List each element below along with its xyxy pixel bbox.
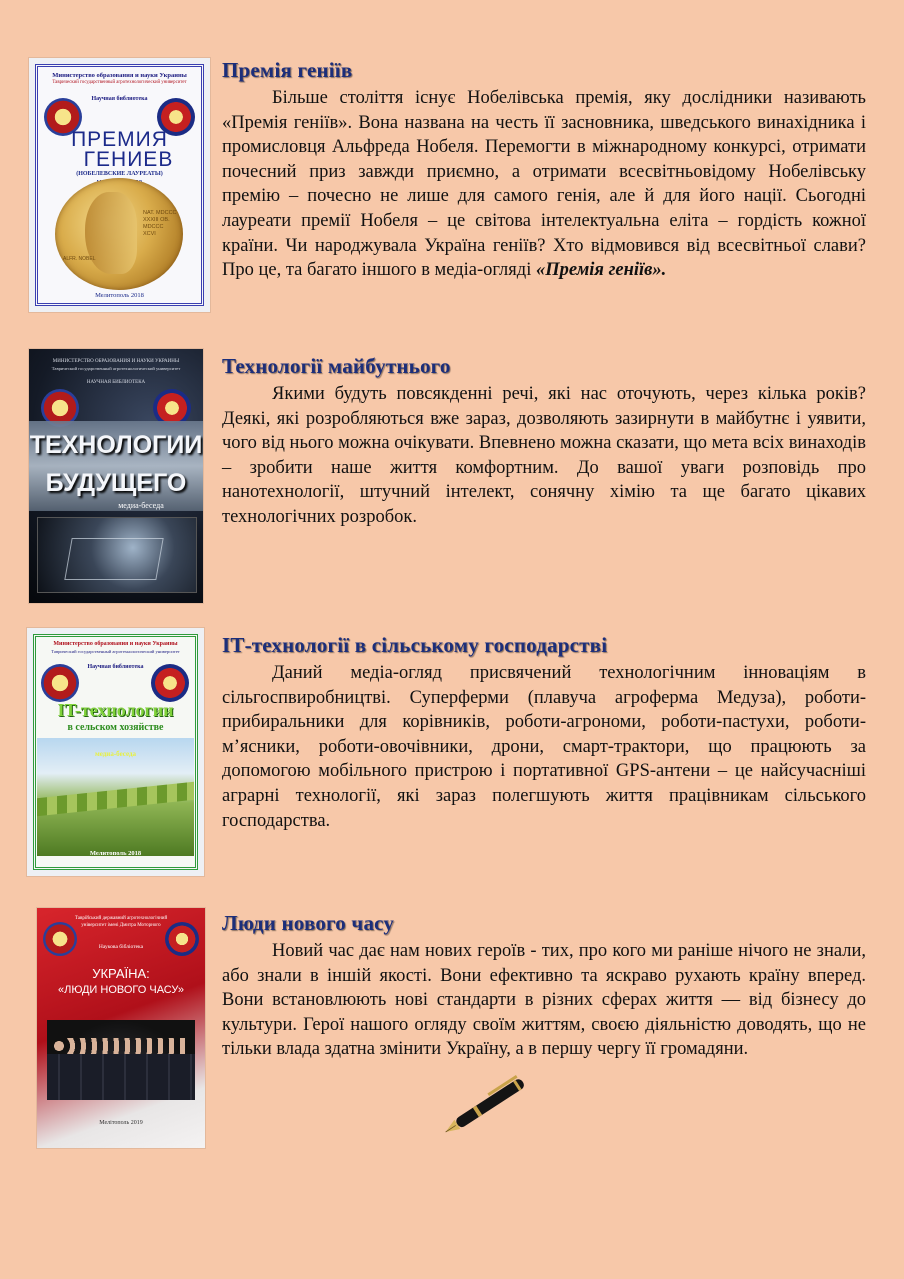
section-heading-lyudi: Люди нового часу: [222, 911, 395, 935]
cover-lyudi-novogo-chasu: [37, 908, 205, 1148]
section-text-premiya: [222, 86, 866, 283]
cover-university: Таврический государственный агротехнологический университет: [52, 80, 187, 85]
section-text-premiya-body: Більше століття існує Нобелівська премія, яку дослідники називають «Премія геніїв». Вона названа на честь її засновника, шведського винахідника і промисловця Альфреда Нобеля. Перемогти в міжнародному конкурсі, отримати почесний приз завжди приємно, а отримати всесвітньовідому Нобелівську премію – почесно не лише для самого генія, але й для його нації. Сьогодні лауреати премії Нобеля – це світова інтелектуальна еліта – гордість кожної країни. Чи народжувала Україна геніїв? Хто відмовився від всесвітньої слави? Про це, та багато іншого в медіа-огляді: [222, 88, 866, 281]
section-heading-it: ІТ-технології в сільському господарстві: [222, 633, 608, 657]
cover-title-line2: в сельском хозяйстве: [67, 722, 164, 733]
section-text-lyudi: Новий час дає нам нових героїв - тих, про кого ми раніше нічого не знали, або знали в іншій якості. Вони ефективно та яскраво рухають країну вперед. Вони встановлюють нові стандарти в різних сферах життя — від бізнесу до культури. Герої нашого огляду своїм життям, своєю діяльністю доводять, що не тільки влада здатна змінити Україну, а в першу чергу її громадяни.: [222, 941, 866, 1060]
cover-title-line1: IT-технологии: [57, 700, 174, 720]
cover-premiya-geniev: [29, 58, 210, 312]
cover-ministry: МИНИСТЕРСТВО ОБРАЗОВАНИЯ И НАУКИ УКРАИНЫ: [52, 359, 180, 364]
cover-place-year: Мелітополь 2019: [99, 1120, 143, 1126]
cover-title-line1: ПРЕМИЯ: [71, 128, 168, 151]
cover-library: Научная библиотека: [87, 664, 144, 670]
section-text-tehnologii: Якими будуть повсякденні речі, які нас оточують, через кілька років? Деякі, які розробляються вже зараз, дозволяють зазирнути в майбутнє і уявити, чого від нього можна очікувати. Впевнено можна сказати, що мета всіх винаходів – зробити наше життя комфортним. До вашої уваги розповідь про нанотехнології, штучний інтелект, сонячну хімію та ще багато цікавих технологічних розробок.: [222, 384, 866, 527]
library-seal-icon: [165, 922, 199, 956]
cover-title-line2: ГЕНИЕВ: [83, 148, 174, 171]
cover-ministry: Министерство образования и науки Украины: [53, 641, 178, 647]
cover-tehnologii-budushchego: [29, 349, 203, 603]
cover-library: Научная библиотека: [91, 96, 148, 102]
cover-subtitle: (НОБЕЛЕВСКИЕ ЛАУРЕАТЫ): [76, 171, 163, 177]
people-group-image: [47, 1020, 195, 1100]
cover-genre: медиа-беседа: [94, 750, 137, 758]
cover-title-line1: ТЕХНОЛОГИИ: [29, 431, 203, 459]
university-seal-icon: [43, 922, 77, 956]
cover-genre: медиа-беседа: [118, 501, 164, 510]
section-heading-premiya: Премія геніїв: [222, 58, 353, 82]
cover-library: НАУЧНАЯ БИБЛИОТЕКА: [86, 380, 146, 385]
section-text-it: Даний медіа-огляд присвячений технологічним інноваціям в сільгоспвиробництві. Суперферми (плавуча агроферма Медуза), роботи-прибиральники для корівників, роботи-агрономи, роботи-пастухи, роботи-м’ясники, роботи-овочівники, дрони, смарт-трактори, що працюють за допомогою мобільного пристрою і портативної GPS-антени – це найсучасніші аграрні технології, які зараз полегшують життя працівникам сільського господарства.: [222, 663, 866, 831]
university-seal-icon: [41, 664, 79, 702]
cover-university: Таврический государственный агротехнологический университет: [51, 366, 181, 371]
fountain-pen-icon: [432, 1060, 556, 1140]
cover-title-line2: «ЛЮДИ НОВОГО ЧАСУ»: [58, 984, 184, 996]
cover-university: Таврійський державний агротехнологічний університет імені Дмитра Моторного: [74, 916, 168, 928]
library-seal-icon: [151, 664, 189, 702]
cover-university: Таврический государственный агротехнологический университет: [51, 649, 180, 654]
laptop-hand-image: [37, 517, 197, 593]
cover-place-year: Мелитополь 2018: [95, 292, 144, 299]
medal-right-text: NAT. MDCCC XXXIII OB. MDCCC XCVI: [143, 210, 177, 237]
cover-title-line2: БУДУЩЕГО: [45, 469, 187, 497]
cover-ministry: Министерство образования и науки Украины: [52, 72, 187, 79]
nobel-medal-icon: [55, 178, 183, 290]
cover-title-line1: УКРАЇНА:: [92, 966, 150, 981]
cover-library: Наукова бібліотека: [98, 944, 144, 950]
section-text-premiya-emphasis: «Премія геніїв».: [535, 260, 667, 281]
cover-place-year: Мелитополь 2018: [89, 850, 142, 857]
medal-left-text: ALFR. NOBEL: [63, 256, 96, 262]
cover-it-tehnologii: [27, 628, 204, 876]
section-heading-tehnologii: Технології майбутнього: [222, 354, 451, 378]
